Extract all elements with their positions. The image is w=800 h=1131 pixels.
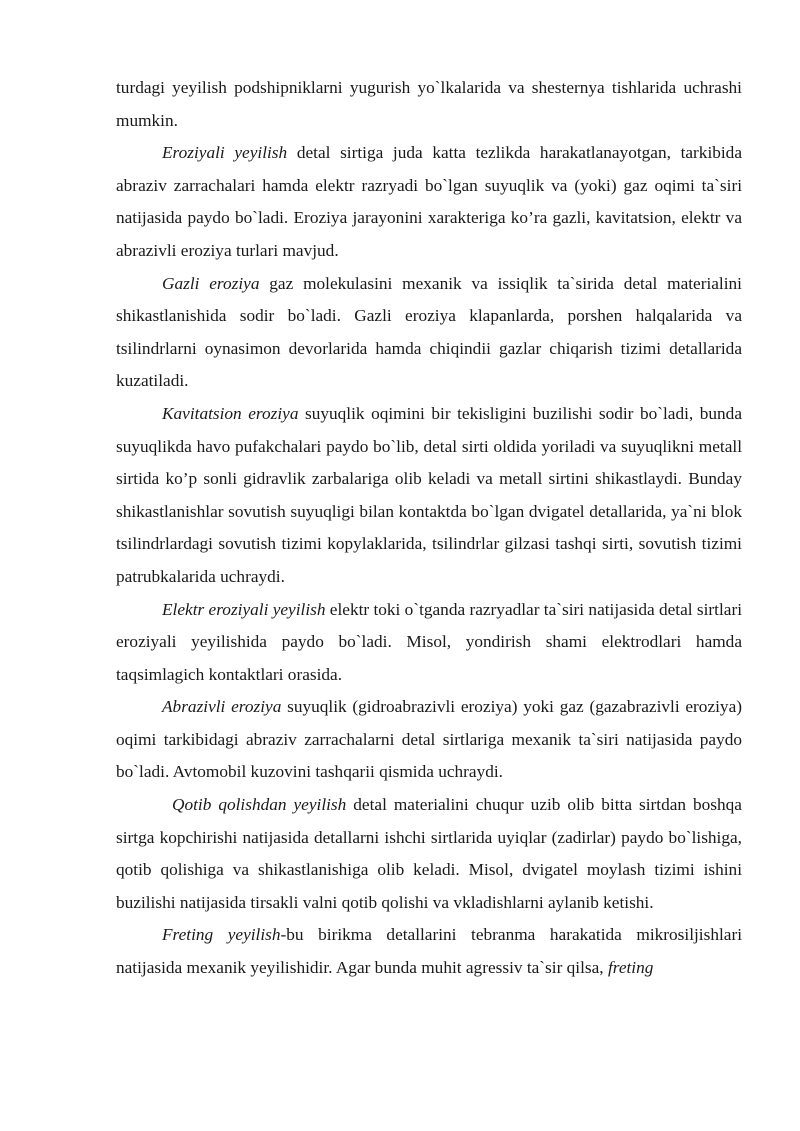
paragraph-elektr-eroziyali-yeyilish <box>116 594 742 692</box>
paragraph-text: turdagi yeyilish podshipniklarni yugurish yo`lkalarida va shesternya tishlarida uchrashi mumkin. <box>116 78 742 130</box>
term-qotib-qolishdan-yeyilish: Qotib qolishdan yeyilish <box>172 795 347 815</box>
paragraph-kavitatsion-eroziya <box>116 398 742 594</box>
paragraph-gazli-eroziya <box>116 268 742 398</box>
paragraph-text: suyuqlik (gidroabrazivli eroziya) yoki gaz (gazabrazivli eroziya) oqimi tarkibidagi abraziv zarrachalarni detal sirtlariga mexanik ta`siri natijasida paydo bo`ladi. Avtomobil kuzovini tashqarii qismida uchraydi. <box>116 697 742 782</box>
paragraph-text: detal sirtiga juda katta tezlikda harakatlanayotgan, tarkibida abraziv zarrachalari hamda elektr razryadi bo`lgan suyuqlik va (yoki) gaz oqimi ta`siri natijasida paydo bo`ladi. Eroziya jarayonini xarakteriga ko’ra gazli, kavitatsion, elektr va abrazivli eroziya turlari mavjud. <box>116 143 742 260</box>
term-kavitatsion-eroziya: Kavitatsion eroziya <box>162 403 299 423</box>
term-elektr-eroziyali-yeyilish: Elektr eroziyali yeyilish <box>162 599 326 619</box>
paragraph-text: detal materialini chuqur uzib olib bitta sirtdan boshqa sirtga kopchirishi natijasida detallarni ishchi sirtlarida uyiqlar (zadirlar) paydo bo`lishiga, qotib qolishiga va shikastlanishiga olib keladi. Misol, dvigatel moylash tizimi ishini buzilishi natijasida tirsakli valni qotib qolishi va vkladishlarni aylanib ketishi. <box>116 795 742 912</box>
term-eroziyali-yeyilish: Eroziyali yeyilish <box>162 143 288 163</box>
paragraph-text: -bu birikma detallarini tebranma harakatida mikrosiljishlari natijasida mexanik yeyilishidir. Agar bunda muhit agressiv ta`sir qilsa, <box>116 925 742 978</box>
term-freting-tail: freting <box>607 958 654 978</box>
paragraph-text: gaz molekulasini mexanik va issiqlik ta`sirida detal materialini shikastlanishida sodir bo`ladi. Gazli eroziya klapanlarda, porshen halqalarida va tsilindrlarni oynasimon devorlarida hamda chiqindii gazlar chiqarish tizimi detallarida kuzatiladi. <box>116 273 742 391</box>
term-freting-yeyilish: Freting yeyilish <box>162 925 281 945</box>
term-gazli-eroziya: Gazli eroziya <box>162 273 260 293</box>
paragraph-freting-yeyilish <box>116 919 742 984</box>
paragraph-qotib-qolishdan-yeyilish <box>116 789 742 919</box>
paragraph-text: elektr toki o`tganda razryadlar ta`siri natijasida detal sirtlari eroziyali yeyilishida paydo bo`ladi. Misol, yondirish shami elektrodlari hamda taqsimlagich kontaktlari orasida. <box>116 599 742 684</box>
document-page <box>116 72 742 985</box>
term-abrazivli-eroziya: Abrazivli eroziya <box>162 697 282 717</box>
paragraph-eroziyali-yeyilish <box>116 137 742 267</box>
paragraph-abrazivli-eroziya <box>116 691 742 789</box>
paragraph-text: suyuqlik oqimini bir tekisligini buzilishi sodir bo`ladi, bunda suyuqlikda havo pufakchalari paydo bo`lib, detal sirti oldida yoriladi va suyuqlikni metall sirtida ko’p sonli gidravlik zarbalariga olib keladi va metall sirtini shikastlaydi. Bunday shikastlanishlar sovutish suyuqligi bilan kontaktda bo`lgan dvigatel detallarida, ya`ni blok tsilindrlardagi sovutish tizimi kopylaklarida, tsilindrlar gilzasi tashqi sirti, sovutish tizimi patrubkalarida uchraydi. <box>116 403 742 586</box>
paragraph-continuation <box>116 72 742 137</box>
